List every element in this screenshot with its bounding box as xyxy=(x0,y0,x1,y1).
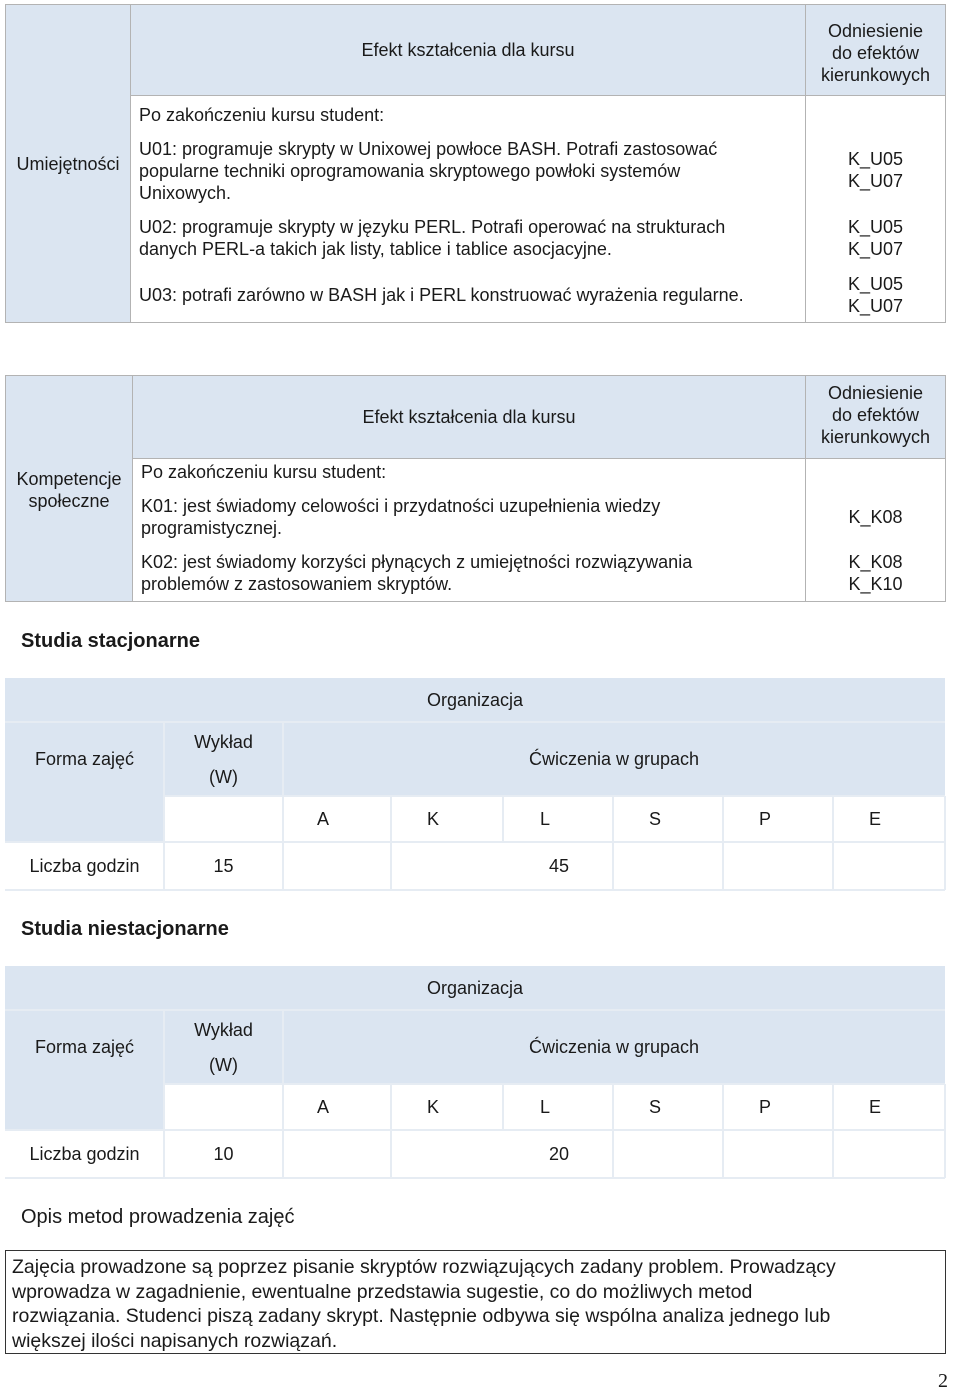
stac-cw-hours: 45 xyxy=(548,855,570,876)
nies-wyklad-line: Wykład xyxy=(194,1020,253,1040)
skills-ref-u01: K_U07 xyxy=(847,171,904,191)
skills-category-cell xyxy=(5,4,131,323)
stac-letter-s: S xyxy=(648,808,661,829)
social-ref-k01: K_K08 xyxy=(848,507,903,527)
stac-wyklad-header xyxy=(164,722,283,796)
methods-line: większej ilości napisanych rozwiązań. xyxy=(12,1329,338,1352)
social-category-cell xyxy=(5,375,133,602)
social-ref-header-line: do efektów xyxy=(831,405,920,425)
skills-ref-u03: K_U07 xyxy=(847,296,904,316)
skills-refs-body xyxy=(805,95,946,323)
skills-ref-header-line: do efektów xyxy=(831,43,920,63)
skills-ref-header xyxy=(805,4,946,96)
social-category-line: społeczne xyxy=(28,491,110,511)
skills-ref-u01: K_U05 xyxy=(847,149,904,169)
social-row-k02-line: K02: jest świadomy korzyści płynących z umiejętności rozwiązywania xyxy=(141,552,693,572)
skills-ref-u02: K_U07 xyxy=(847,239,904,259)
skills-intro: Po zakończeniu kursu student: xyxy=(139,105,385,125)
nies-letter-l: L xyxy=(539,1096,550,1117)
social-ref-header xyxy=(805,375,946,459)
nies-wyklad-header xyxy=(164,1010,283,1084)
skills-row-u01-line: Unixowych. xyxy=(139,183,232,203)
social-intro: Po zakończeniu kursu student: xyxy=(141,462,387,482)
stac-letter-a: A xyxy=(316,808,329,829)
stac-wyklad-line: Wykład xyxy=(194,732,253,752)
page-number: 2 xyxy=(938,1370,948,1392)
nies-cwiczenia-label: Ćwiczenia w grupach xyxy=(528,1036,700,1057)
social-effect-header xyxy=(132,375,806,459)
nies-letter-k: K xyxy=(426,1096,439,1117)
stac-letter-e: E xyxy=(868,808,881,829)
skills-effect-header xyxy=(130,4,806,96)
social-refs-body xyxy=(805,458,946,602)
skills-row-u02-line: U02: programuje skrypty w języku PERL. Potrafi operować na strukturach xyxy=(139,217,726,237)
nies-letter-p: P xyxy=(758,1096,771,1117)
social-body xyxy=(132,458,806,602)
stac-cwiczenia-label: Ćwiczenia w grupach xyxy=(528,748,700,769)
stac-letter-k: K xyxy=(426,808,439,829)
nies-letter-s: S xyxy=(648,1096,661,1117)
skills-row-u01-line: U01: programuje skrypty w Unixowej powłoce BASH. Potrafi zastosować xyxy=(139,139,718,159)
stac-organizacja-label: Organizacja xyxy=(426,689,524,710)
nies-organizacja-label: Organizacja xyxy=(426,977,524,998)
methods-line: wprowadza w zagadnienie, ewentualne przedstawia sugestie, co do możliwych metod xyxy=(12,1280,753,1303)
nies-letter-e: E xyxy=(868,1096,881,1117)
social-row-k01-line: programistycznej. xyxy=(141,518,283,538)
stac-wyklad-line: (W) xyxy=(209,767,238,787)
stac-wyklad-hours: 15 xyxy=(213,855,234,876)
nies-cw-hours: 20 xyxy=(548,1143,570,1164)
skills-row-u03-line: U03: potrafi zarówno w BASH jak i PERL konstruować wyrażenia regularne. xyxy=(139,285,744,305)
social-ref-k02: K_K10 xyxy=(848,574,903,594)
methods-line: rozwiązania. Studenci piszą zadany skrypt. Następnie odbywa się wspólna analiza jednego lub xyxy=(12,1305,831,1327)
section-title-niestacjonarne: Studia niestacjonarne xyxy=(21,918,229,940)
methods-title: Opis metod prowadzenia zajęć xyxy=(21,1206,295,1228)
skills-ref-header-line: kierunkowych xyxy=(820,65,931,85)
nies-wyklad-hours: 10 xyxy=(213,1143,234,1164)
skills-ref-u03: K_U05 xyxy=(847,274,904,294)
stac-forma-label: Forma zajęć xyxy=(34,748,135,769)
social-ref-header-line: kierunkowych xyxy=(820,427,931,447)
methods-line: Zajęcia prowadzone są poprzez pisanie skryptów rozwiązujących zadany problem. Prowadzący xyxy=(12,1256,836,1278)
social-ref-header-line: Odniesienie xyxy=(827,383,924,403)
nies-liczba-label: Liczba godzin xyxy=(29,1143,140,1164)
social-ref-k02: K_K08 xyxy=(848,552,903,572)
stac-liczba-label: Liczba godzin xyxy=(29,855,140,876)
social-category-line: Kompetencje xyxy=(16,469,122,489)
skills-row-u02-line: danych PERL-a takich jak listy, tablice i tablice asocjacyjne. xyxy=(139,239,612,259)
nies-forma-label: Forma zajęć xyxy=(34,1036,135,1057)
skills-row-u01-line: popularne techniki oprogramowania skryptowego powłoki systemów xyxy=(139,161,681,181)
skills-effect-header-text: Efekt kształcenia dla kursu xyxy=(361,39,575,60)
nies-wyklad-line: (W) xyxy=(209,1055,238,1075)
methods-box xyxy=(5,1250,946,1354)
stac-letter-p: P xyxy=(758,808,771,829)
social-effect-header-text: Efekt kształcenia dla kursu xyxy=(362,406,576,427)
nies-letter-a: A xyxy=(316,1096,329,1117)
stac-letter-l: L xyxy=(539,808,550,829)
section-title-stacjonarne: Studia stacjonarne xyxy=(21,630,200,652)
social-row-k01-line: K01: jest świadomy celowości i przydatności uzupełnienia wiedzy xyxy=(141,496,661,516)
skills-body xyxy=(130,95,806,323)
skills-ref-header-line: Odniesienie xyxy=(827,21,924,41)
social-row-k02-line: problemów z zastosowaniem skryptów. xyxy=(141,574,453,594)
skills-category-label: Umiejętności xyxy=(16,154,120,174)
skills-ref-u02: K_U05 xyxy=(847,217,904,237)
